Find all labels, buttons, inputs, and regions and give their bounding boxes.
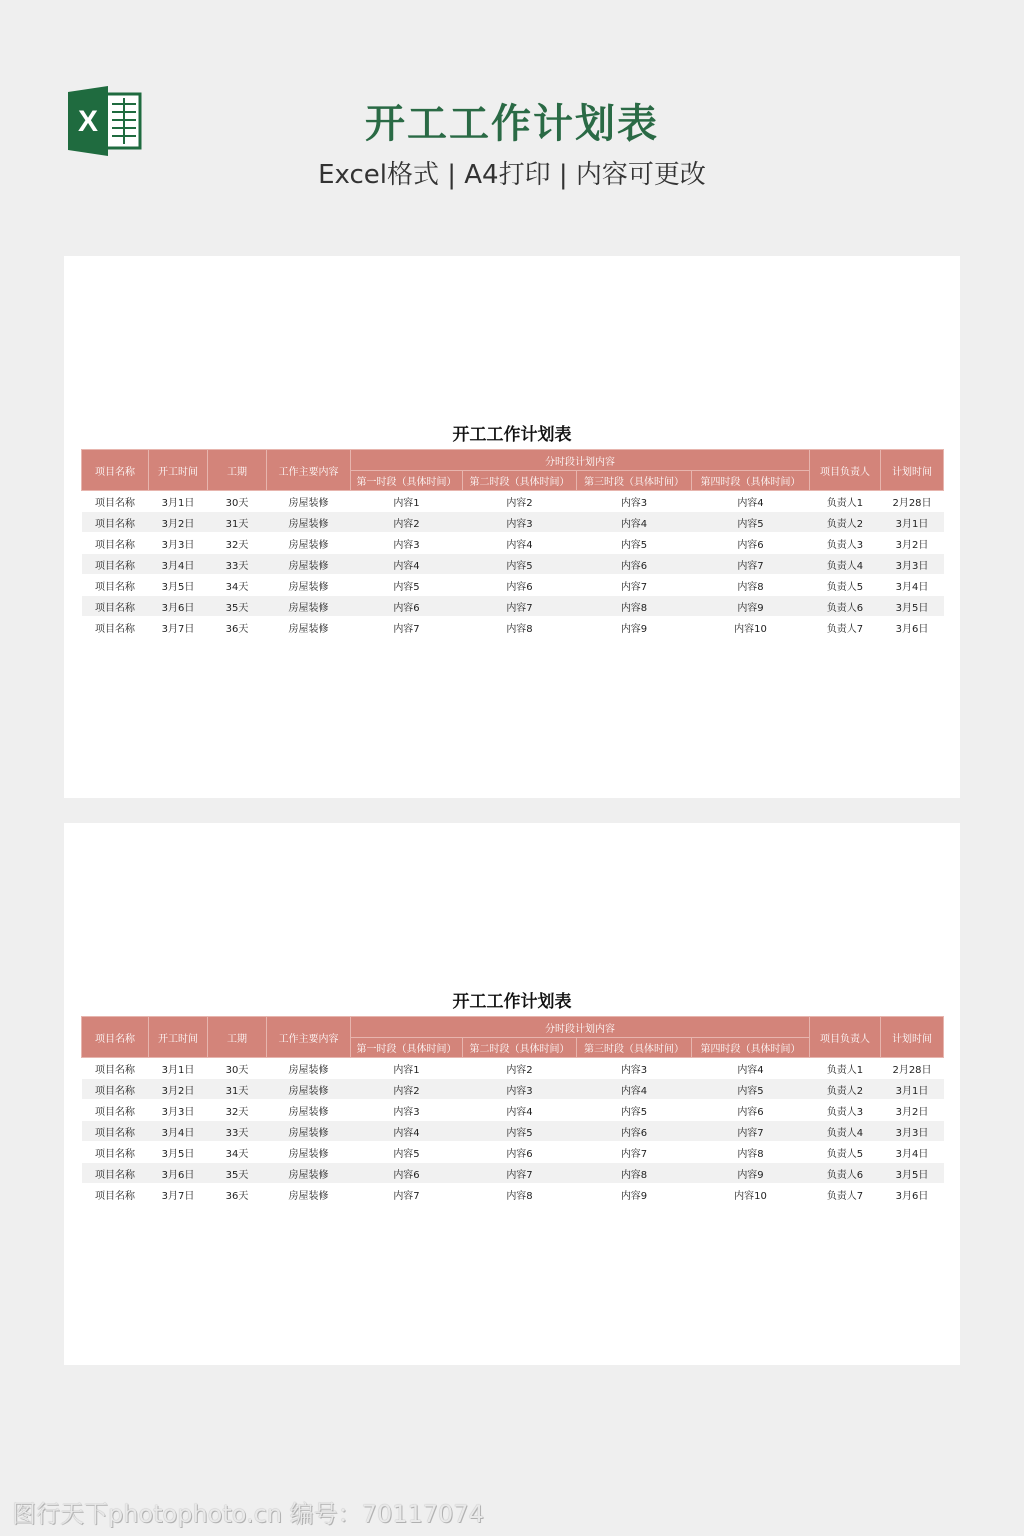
table-cell: 负责人1 (810, 1058, 881, 1079)
table-cell: 内容4 (463, 533, 577, 554)
table-cell: 项目名称 (82, 1079, 149, 1100)
table-cell: 内容5 (577, 533, 692, 554)
table-cell: 33天 (208, 554, 267, 575)
table-cell: 内容6 (577, 554, 692, 575)
table-cell: 项目名称 (82, 1100, 149, 1121)
table-cell: 3月5日 (881, 1163, 944, 1184)
table-cell: 36天 (208, 617, 267, 638)
col-header-project: 项目名称 (82, 1017, 149, 1058)
table-cell: 负责人6 (810, 1163, 881, 1184)
col-header-project: 项目名称 (82, 450, 149, 491)
table-cell: 3月2日 (881, 1100, 944, 1121)
table-cell: 项目名称 (82, 554, 149, 575)
plan-table (81, 1016, 944, 1205)
col-header-main: 工作主要内容 (267, 1017, 351, 1058)
table-cell: 项目名称 (82, 1163, 149, 1184)
table-cell: 3月4日 (881, 575, 944, 596)
table-cell: 3月2日 (881, 533, 944, 554)
table-cell: 内容4 (351, 1121, 463, 1142)
table-cell: 内容3 (351, 1100, 463, 1121)
table-row (82, 596, 944, 617)
table-cell: 内容8 (692, 1142, 810, 1163)
table-cell: 内容7 (463, 596, 577, 617)
col-header-period-4: 第四时段（具体时间） (692, 471, 810, 491)
table-cell: 房屋装修 (267, 533, 351, 554)
table-cell: 3月4日 (149, 1121, 208, 1142)
table-row (82, 1142, 944, 1163)
table-cell: 内容6 (351, 596, 463, 617)
page-subtitle: Excel格式 | A4打印 | 内容可更改 (318, 160, 706, 190)
table-cell: 负责人7 (810, 1184, 881, 1205)
table-cell: 房屋装修 (267, 1079, 351, 1100)
table-cell: 负责人4 (810, 554, 881, 575)
table-cell: 项目名称 (82, 1121, 149, 1142)
watermark: 图行天下photophoto.cn 编号：70117074 (12, 1500, 484, 1528)
table-cell: 3月6日 (881, 1184, 944, 1205)
table-cell: 34天 (208, 1142, 267, 1163)
table-cell: 内容6 (692, 533, 810, 554)
table-cell: 内容5 (351, 575, 463, 596)
sheet-preview-2 (64, 823, 960, 1365)
table-cell: 负责人3 (810, 1100, 881, 1121)
col-header-period-1: 第一时段（具体时间） (351, 1038, 463, 1058)
table-cell: 内容2 (351, 512, 463, 533)
table-cell: 3月5日 (149, 575, 208, 596)
table-cell: 内容2 (463, 491, 577, 512)
table-cell: 32天 (208, 533, 267, 554)
table-cell: 3月3日 (149, 533, 208, 554)
table-cell: 内容5 (692, 1079, 810, 1100)
table-row (82, 554, 944, 575)
table-cell: 3月4日 (149, 554, 208, 575)
table-cell: 内容5 (463, 1121, 577, 1142)
table-cell: 项目名称 (82, 617, 149, 638)
table-cell: 31天 (208, 1079, 267, 1100)
table-cell: 内容8 (463, 617, 577, 638)
table-cell: 内容5 (692, 512, 810, 533)
table-cell: 3月2日 (149, 1079, 208, 1100)
table-cell: 3月4日 (881, 1142, 944, 1163)
table-cell: 内容9 (577, 1184, 692, 1205)
table-cell: 3月1日 (881, 1079, 944, 1100)
table-cell: 房屋装修 (267, 512, 351, 533)
table-cell: 内容10 (692, 1184, 810, 1205)
col-header-main: 工作主要内容 (267, 450, 351, 491)
col-header-duration: 工期 (208, 1017, 267, 1058)
table-row (82, 575, 944, 596)
table-cell: 内容2 (351, 1079, 463, 1100)
table-cell: 内容7 (463, 1163, 577, 1184)
col-header-period-1: 第一时段（具体时间） (351, 471, 463, 491)
table-row (82, 512, 944, 533)
table-cell: 项目名称 (82, 1058, 149, 1079)
table-cell: 房屋装修 (267, 554, 351, 575)
table-cell: 房屋装修 (267, 1100, 351, 1121)
table-cell: 负责人5 (810, 575, 881, 596)
table-cell: 内容7 (351, 1184, 463, 1205)
table-cell: 内容6 (577, 1121, 692, 1142)
table-cell: 内容4 (463, 1100, 577, 1121)
table-cell: 项目名称 (82, 596, 149, 617)
sheet-preview-1 (64, 256, 960, 798)
table-cell: 项目名称 (82, 575, 149, 596)
table-cell: 内容3 (577, 491, 692, 512)
table-cell: 内容5 (351, 1142, 463, 1163)
col-header-plan-date: 计划时间 (881, 1017, 944, 1058)
table-cell: 房屋装修 (267, 1142, 351, 1163)
table-cell: 内容7 (692, 1121, 810, 1142)
table-cell: 房屋装修 (267, 575, 351, 596)
table-cell: 内容1 (351, 491, 463, 512)
table-cell: 3月1日 (149, 491, 208, 512)
table-cell: 35天 (208, 1163, 267, 1184)
table-cell: 2月28日 (881, 1058, 944, 1079)
table-cell: 负责人1 (810, 491, 881, 512)
table-cell: 内容8 (577, 1163, 692, 1184)
table-cell: 内容7 (692, 554, 810, 575)
table-cell: 3月3日 (881, 1121, 944, 1142)
plan-table (81, 449, 944, 638)
table-cell: 内容9 (577, 617, 692, 638)
table-cell: 内容4 (351, 554, 463, 575)
table-cell: 3月6日 (881, 617, 944, 638)
table-cell: 内容6 (463, 1142, 577, 1163)
table-cell: 2月28日 (881, 491, 944, 512)
table-cell: 内容8 (463, 1184, 577, 1205)
table-cell: 内容3 (463, 512, 577, 533)
table-cell: 内容9 (692, 596, 810, 617)
table-cell: 32天 (208, 1100, 267, 1121)
table-cell: 36天 (208, 1184, 267, 1205)
table-cell: 内容2 (463, 1058, 577, 1079)
table-cell: 内容4 (692, 1058, 810, 1079)
col-header-period-3: 第三时段（具体时间） (577, 1038, 692, 1058)
table-cell: 内容7 (577, 1142, 692, 1163)
col-header-group: 分时段计划内容 (351, 450, 810, 471)
table-cell: 3月1日 (881, 512, 944, 533)
col-header-period-4: 第四时段（具体时间） (692, 1038, 810, 1058)
table-cell: 房屋装修 (267, 1184, 351, 1205)
col-header-duration: 工期 (208, 450, 267, 491)
table-cell: 3月3日 (149, 1100, 208, 1121)
table-cell: 3月5日 (881, 596, 944, 617)
page-title: 开工工作计划表 (365, 101, 659, 147)
table-cell: 项目名称 (82, 491, 149, 512)
table-cell: 内容8 (577, 596, 692, 617)
sheet-title: 开工工作计划表 (452, 992, 572, 1012)
col-header-period-2: 第二时段（具体时间） (463, 471, 577, 491)
col-header-period-2: 第二时段（具体时间） (463, 1038, 577, 1058)
table-cell: 负责人2 (810, 1079, 881, 1100)
table-cell: 内容6 (692, 1100, 810, 1121)
table-cell: 内容9 (692, 1163, 810, 1184)
table-cell: 房屋装修 (267, 1121, 351, 1142)
table-cell: 内容3 (463, 1079, 577, 1100)
table-cell: 房屋装修 (267, 1058, 351, 1079)
table-cell: 负责人6 (810, 596, 881, 617)
table-cell: 项目名称 (82, 512, 149, 533)
table-cell: 30天 (208, 1058, 267, 1079)
table-cell: 内容6 (463, 575, 577, 596)
table-cell: 内容4 (692, 491, 810, 512)
table-cell: 负责人2 (810, 512, 881, 533)
col-header-start: 开工时间 (149, 1017, 208, 1058)
table-cell: 房屋装修 (267, 596, 351, 617)
table-cell: 负责人5 (810, 1142, 881, 1163)
col-header-start: 开工时间 (149, 450, 208, 491)
table-cell: 内容8 (692, 575, 810, 596)
table-row (82, 1121, 944, 1142)
table-cell: 3月2日 (149, 512, 208, 533)
table-cell: 内容10 (692, 617, 810, 638)
table-cell: 房屋装修 (267, 491, 351, 512)
table-cell: 内容4 (577, 1079, 692, 1100)
table-cell: 内容5 (577, 1100, 692, 1121)
table-cell: 房屋装修 (267, 1163, 351, 1184)
table-row (82, 533, 944, 554)
table-cell: 内容3 (577, 1058, 692, 1079)
table-cell: 项目名称 (82, 1142, 149, 1163)
table-cell: 项目名称 (82, 1184, 149, 1205)
table-cell: 30天 (208, 491, 267, 512)
table-cell: 31天 (208, 512, 267, 533)
table-row (82, 1058, 944, 1079)
table-cell: 内容5 (463, 554, 577, 575)
table-row (82, 1184, 944, 1205)
table-cell: 内容7 (351, 617, 463, 638)
table-cell: 房屋装修 (267, 617, 351, 638)
table-cell: 3月6日 (149, 596, 208, 617)
table-cell: 3月5日 (149, 1142, 208, 1163)
table-cell: 34天 (208, 575, 267, 596)
table-row (82, 1163, 944, 1184)
table-cell: 负责人4 (810, 1121, 881, 1142)
table-row (82, 1079, 944, 1100)
table-cell: 项目名称 (82, 533, 149, 554)
table-row (82, 1100, 944, 1121)
table-cell: 3月7日 (149, 1184, 208, 1205)
table-cell: 内容6 (351, 1163, 463, 1184)
col-header-owner: 项目负责人 (810, 1017, 881, 1058)
col-header-group: 分时段计划内容 (351, 1017, 810, 1038)
table-cell: 负责人3 (810, 533, 881, 554)
col-header-owner: 项目负责人 (810, 450, 881, 491)
table-cell: 3月6日 (149, 1163, 208, 1184)
col-header-plan-date: 计划时间 (881, 450, 944, 491)
table-cell: 内容3 (351, 533, 463, 554)
svg-text:X: X (77, 105, 99, 138)
table-cell: 3月3日 (881, 554, 944, 575)
table-cell: 内容7 (577, 575, 692, 596)
col-header-period-3: 第三时段（具体时间） (577, 471, 692, 491)
sheet-title: 开工工作计划表 (452, 425, 572, 445)
table-cell: 3月1日 (149, 1058, 208, 1079)
table-cell: 内容4 (577, 512, 692, 533)
table-row (82, 491, 944, 512)
table-cell: 3月7日 (149, 617, 208, 638)
table-cell: 内容1 (351, 1058, 463, 1079)
table-cell: 负责人7 (810, 617, 881, 638)
table-row (82, 617, 944, 638)
table-cell: 35天 (208, 596, 267, 617)
table-cell: 33天 (208, 1121, 267, 1142)
